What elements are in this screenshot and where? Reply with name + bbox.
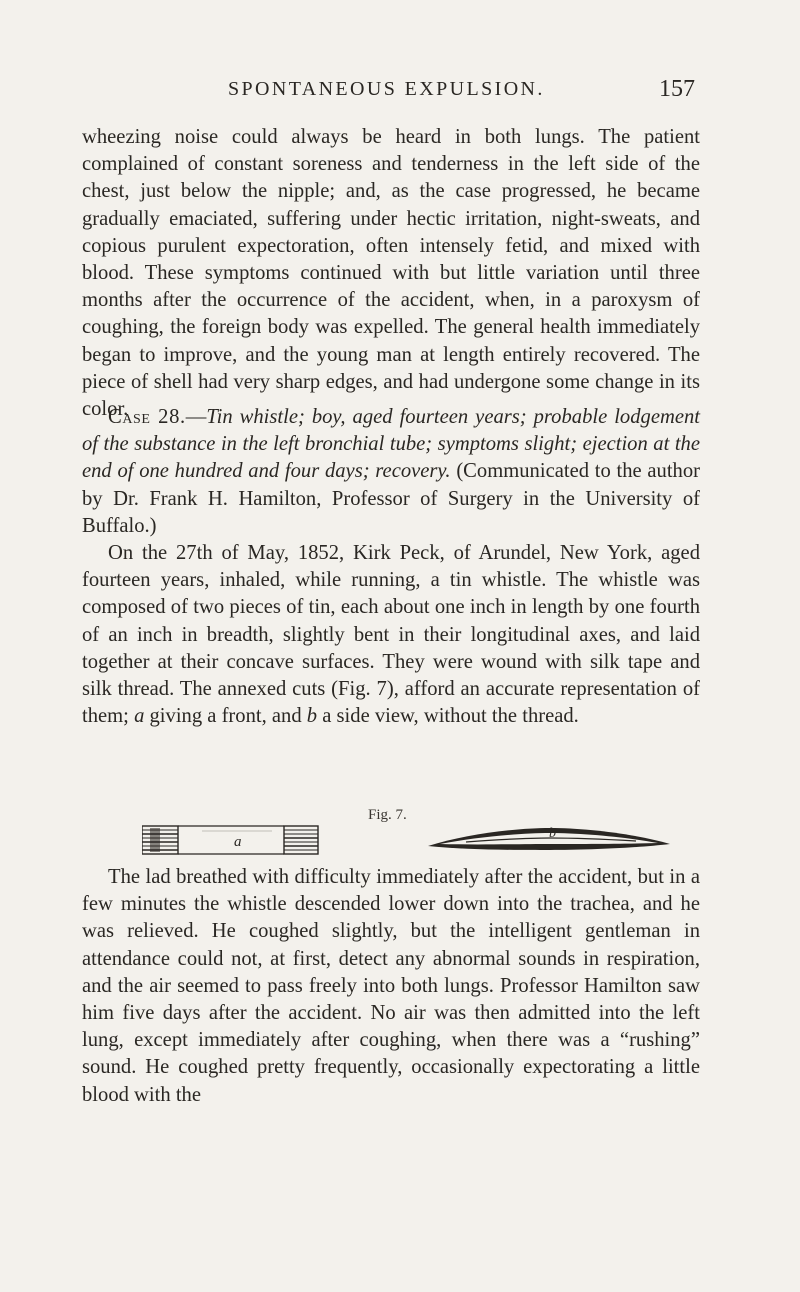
narrative-text: giving a front, and: [144, 705, 307, 728]
figure-label-b: b: [549, 826, 556, 841]
paragraph-final: [82, 864, 700, 1109]
narrative-text: On the 27th of May, 1852, Kirk Peck, of Arundel, New York, aged fourteen years, inhaled, while running, a tin whistle. The whistle was composed of two pieces of tin, each about one inch in length by one fourth of an inch in breadth, slightly bent in their longitudinal axes, and laid together at their concave surfaces. They were wound with silk tape and silk thread. The annexed cuts (Fig. 7), afford an accurate representation of them;: [82, 542, 700, 728]
case-heading: [82, 404, 700, 540]
whistle-front-right-end: [284, 826, 318, 854]
figure-label-a: a: [234, 834, 242, 850]
case-summary: Tin whistle; boy, aged fourteen years; probable lodgement of the substance in the left bronchial tube; symptoms slight; ejection at the end of one hundred and four days; recovery.: [82, 406, 700, 483]
case-source: (Communicated to the author by Dr. Frank H. Hamilton, Professor of Surgery in the University of Buffalo.): [82, 460, 700, 537]
running-title: SPONTANEOUS EXPULSION.: [228, 78, 545, 100]
paragraph-continued: [82, 124, 700, 423]
case-label: Case 28.: [108, 406, 186, 428]
narrative-ref-a: a: [134, 705, 145, 728]
page-header: [0, 78, 800, 108]
figure-b-side-view: [426, 822, 672, 858]
case-dash: —: [185, 406, 207, 428]
page-number: 157: [659, 76, 695, 102]
narrative-ref-b: b: [306, 705, 318, 728]
case-narrative: [82, 540, 700, 730]
narrative-text: a side view, without the thread.: [317, 705, 579, 728]
paragraph-text: The lad breathed with difficulty immediately after the accident, but in a few minutes the whistle descended lower down into the trachea, and he was relieved. He coughed slightly, but the intelligent gentleman in attendance could not, at first, detect any abnormal sounds in respiration, and the air seemed to pass freely into both lungs. Professor Hamilton saw him five days after the accident. No air was then admitted into the left lung, except immediately after coughing, when there was a “rushing” sound. He coughed pretty frequently, occasionally expectorating a little blood with the: [82, 866, 700, 1106]
paragraph-text: wheezing noise could always be heard in both lungs. The patient complained of constant soreness and tenderness in the left side of the chest, just below the nipple; and, as the case progressed, he became gradually emaciated, suffering under hectic irritation, night-sweats, and copious purulent expectoration, often intensely fetid, and mixed with blood. These symptoms continued with but little variation until three months after the occurrence of the accident, when, in a paroxysm of coughing, the foreign body was expelled. The general health immediately began to improve, and the young man at length entirely recovered. The piece of shell had very sharp edges, and had undergone some change in its color.: [82, 126, 700, 421]
figure-caption: Fig. 7.: [368, 807, 407, 823]
case-section: [82, 404, 700, 730]
figure-a-front-view: [142, 825, 320, 855]
whistle-front-left-end: [142, 826, 178, 854]
